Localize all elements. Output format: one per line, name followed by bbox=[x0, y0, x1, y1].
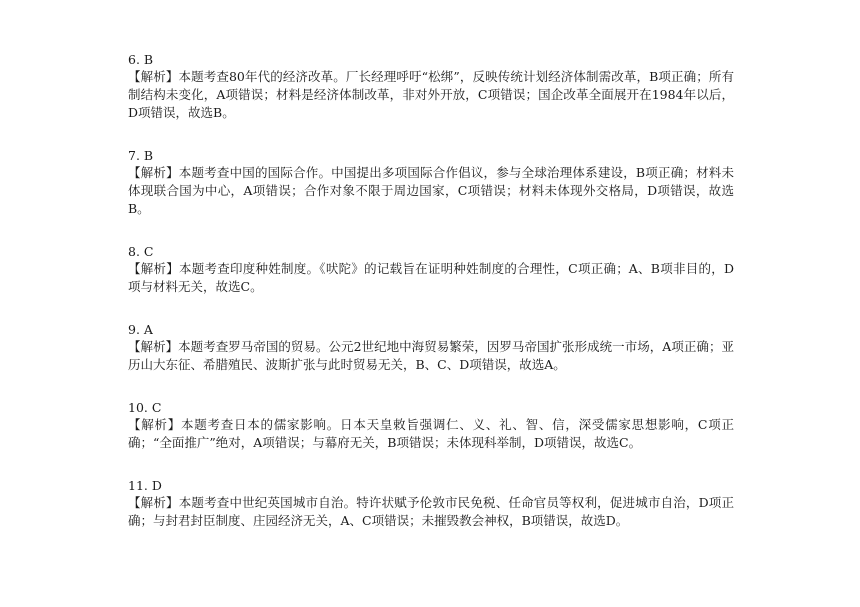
answer-key: 10. C bbox=[128, 400, 162, 415]
answer-analysis-page bbox=[128, 52, 734, 530]
answer-key: 11. D bbox=[128, 478, 162, 493]
answer-item-9 bbox=[128, 322, 734, 374]
answer-analysis: 【解析】本题考查中世纪英国城市自治。特许状赋予伦敦市民免税、任命官员等权利，促进城市自治，D项正确；与封君封臣制度、庄园经济无关，A、C项错误；未摧毁教会神权，B项错误，故选D。 bbox=[128, 495, 734, 528]
answer-key: 9. A bbox=[128, 322, 153, 337]
answer-item-10 bbox=[128, 400, 734, 452]
answer-key: 7. B bbox=[128, 148, 154, 163]
answer-analysis: 【解析】本题考查中国的国际合作。中国提出多项国际合作倡议，参与全球治理体系建设，B项正确；材料未体现联合国为中心，A项错误；合作对象不限于周边国家，C项错误；材料未体现外交格局，D项错误，故选B。 bbox=[128, 165, 734, 216]
answer-item-8 bbox=[128, 244, 734, 296]
answer-key: 8. C bbox=[128, 244, 154, 259]
answer-analysis: 【解析】本题考查80年代的经济改革。厂长经理呼吁“松绑”，反映传统计划经济体制需改革，B项正确；所有制结构未变化，A项错误；材料是经济体制改革，非对外开放，C项错误；国企改革全面展开在1984年以后，D项错误，故选B。 bbox=[128, 69, 734, 120]
answer-analysis: 【解析】本题考查日本的儒家影响。日本天皇敕旨强调仁、义、礼、智、信，深受儒家思想影响，C项正确；“全面推广”绝对，A项错误；与幕府无关，B项错误；未体现科举制，D项错误，故选C。 bbox=[128, 417, 734, 450]
answer-item-11 bbox=[128, 478, 734, 530]
answer-item-7 bbox=[128, 148, 734, 218]
answer-analysis: 【解析】本题考查印度种姓制度。《吠陀》的记载旨在证明种姓制度的合理性，C项正确；A、B项非目的，D项与材料无关，故选C。 bbox=[128, 261, 734, 294]
answer-analysis: 【解析】本题考查罗马帝国的贸易。公元2世纪地中海贸易繁荣，因罗马帝国扩张形成统一市场，A项正确；亚历山大东征、希腊殖民、波斯扩张与此时贸易无关，B、C、D项错误，故选A。 bbox=[128, 339, 734, 372]
answer-key: 6. B bbox=[128, 52, 154, 67]
answer-item-6 bbox=[128, 52, 734, 122]
